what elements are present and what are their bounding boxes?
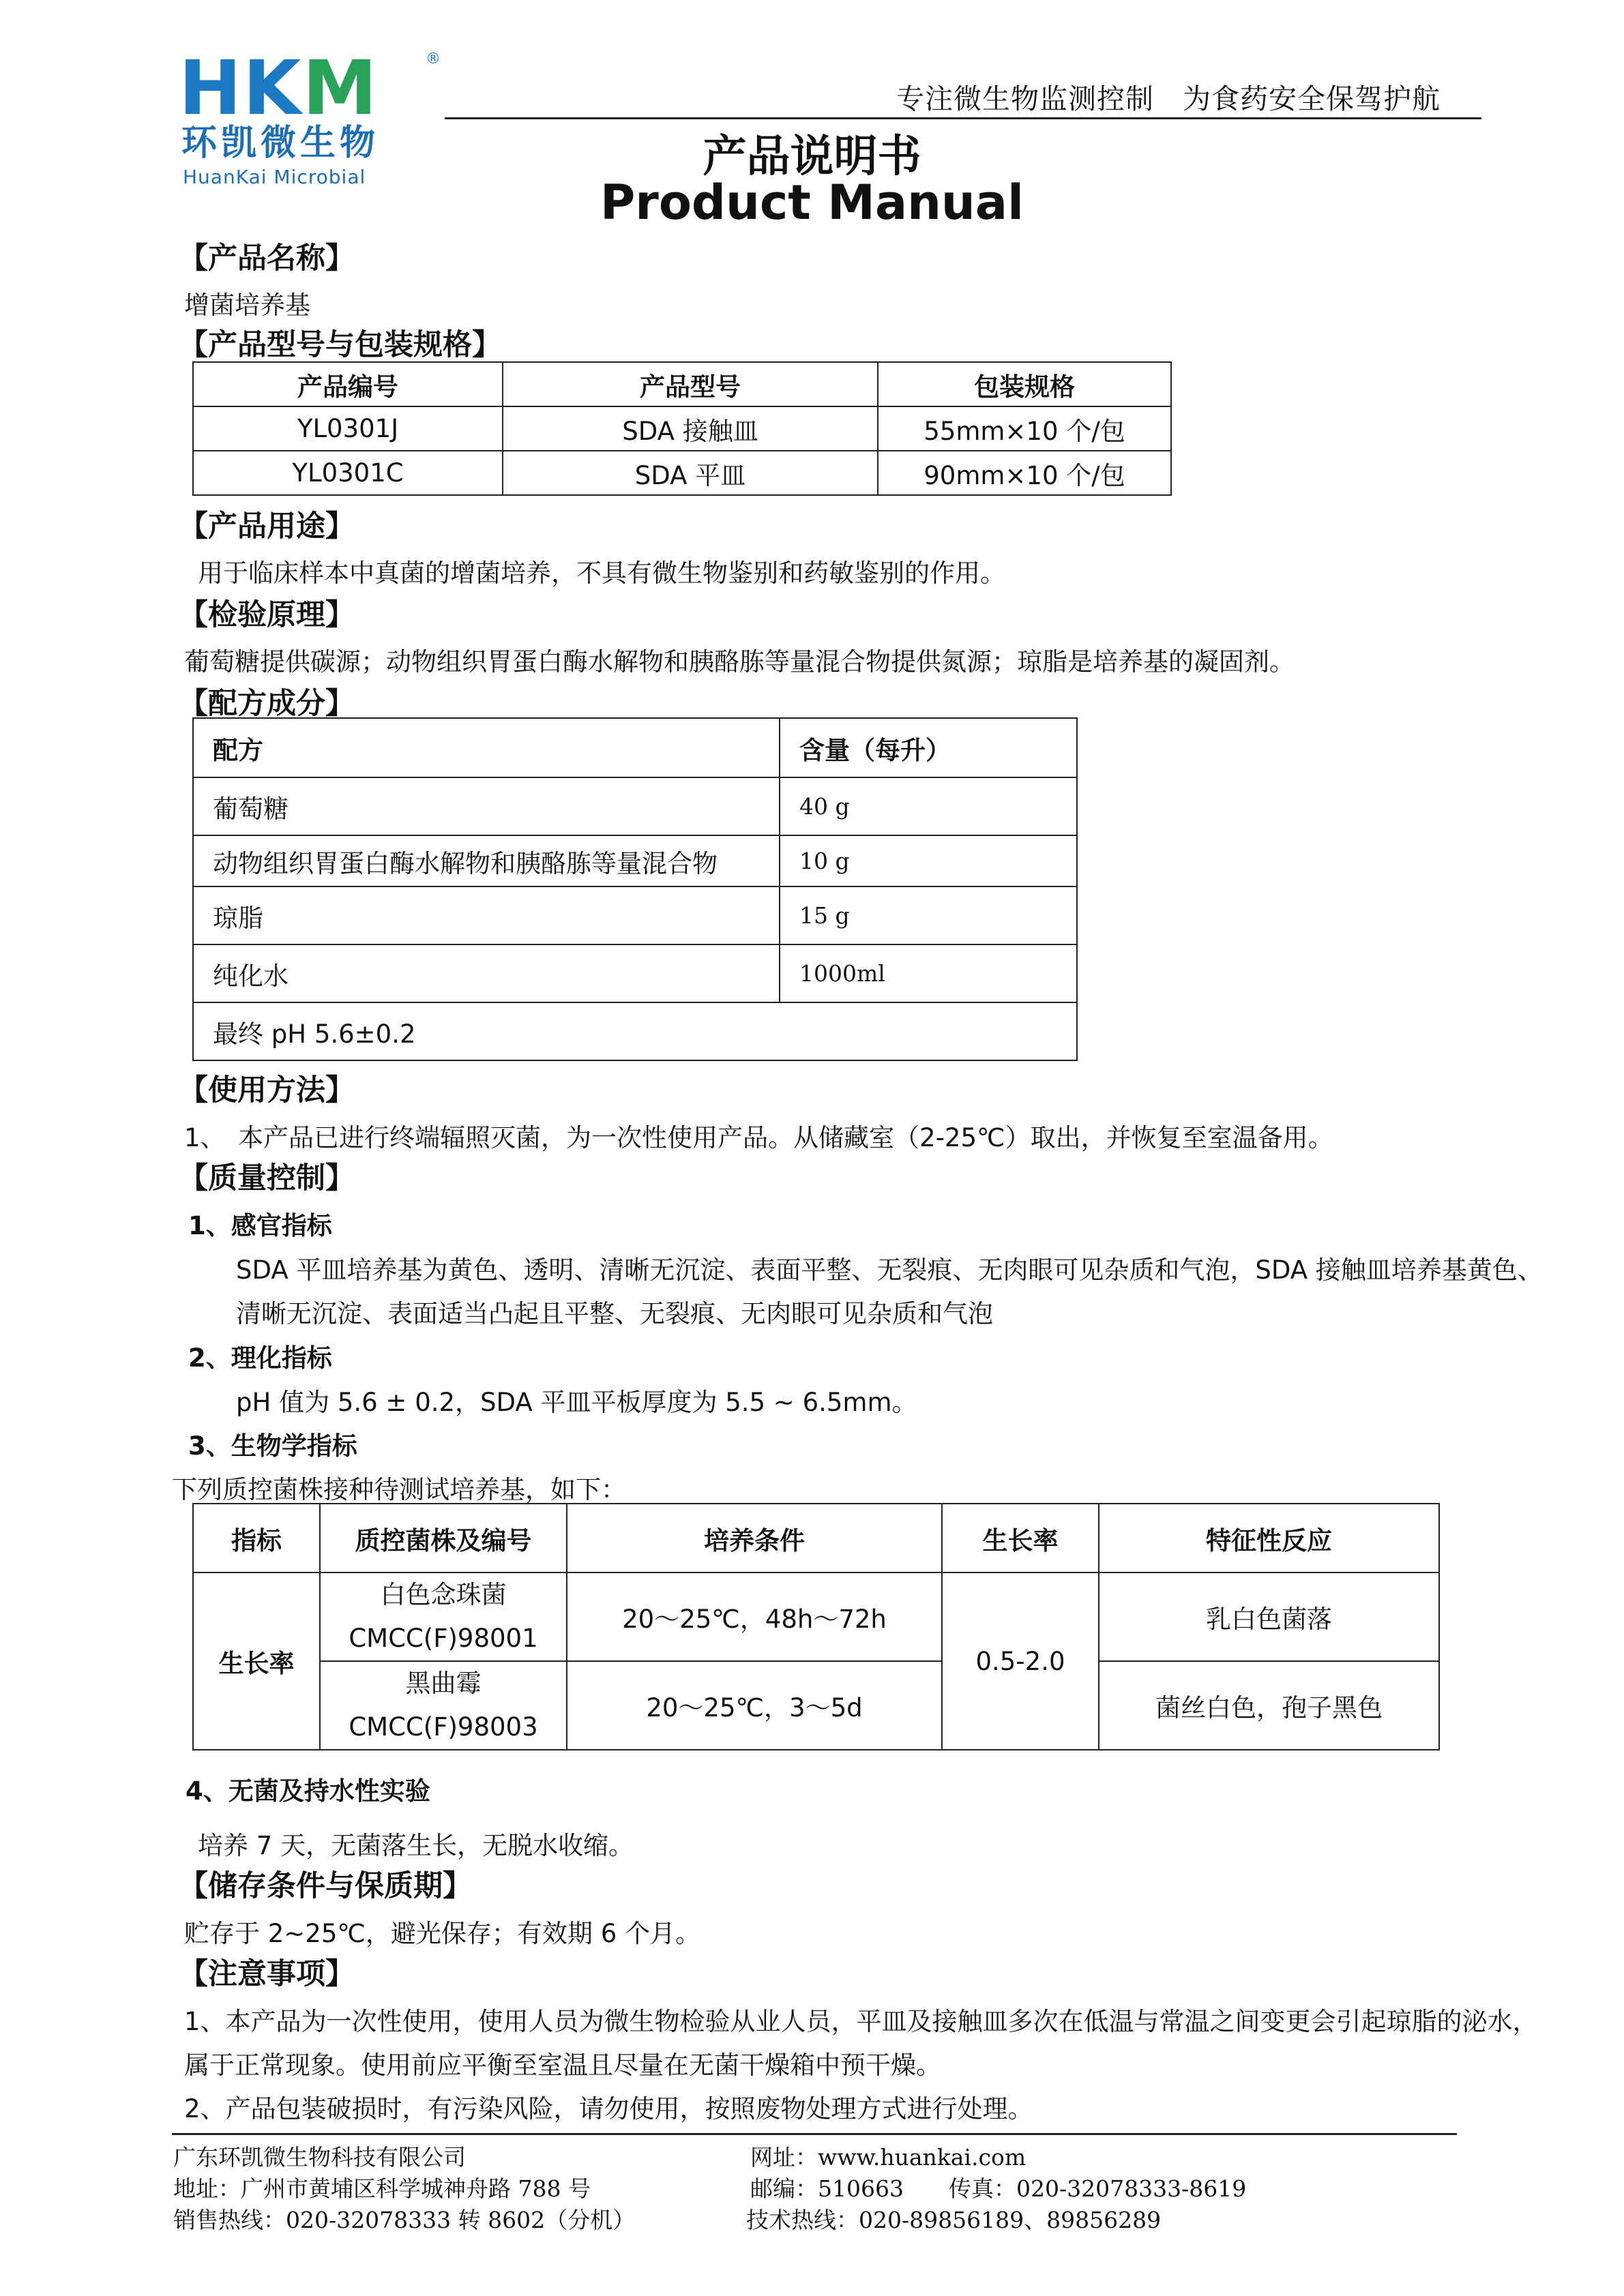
page-title-en: Product Manual <box>600 175 1024 230</box>
table-row <box>193 1002 1077 1060</box>
footer-postcode-fax: 邮编：510663 传真：020-32078333-8619 <box>750 2175 1247 2202</box>
qc1-heading: 1、感官指标 <box>188 1211 332 1240</box>
section-heading-qc: 【质量控制】 <box>179 1161 355 1195</box>
section-heading-method: 【使用方法】 <box>179 1073 355 1107</box>
qc1-line1: SDA 平皿培养基为黄色、透明、清晰无沉淀、表面平整、无裂痕、无肉眼可见杂质和气泡，SDA 接触皿培养基黄色、 <box>236 1255 1543 1285</box>
table-header-cell: 产品编号 <box>193 362 503 406</box>
section-heading-spec: 【产品型号与包装规格】 <box>179 328 501 362</box>
table-cell: 琼脂 <box>193 886 780 944</box>
logo-mark: HKM <box>179 44 379 132</box>
qc1-line2: 清晰无沉淀、表面适当凸起且平整、无裂痕、无肉眼可见杂质和气泡 <box>236 1299 993 1328</box>
notes-line2: 属于正常现象。使用前应平衡至室温且尽量在无菌干燥箱中预干燥。 <box>184 2051 941 2080</box>
table-row <box>193 406 1171 451</box>
storage-text: 贮存于 2~25℃，避光保存；有效期 6 个月。 <box>184 1919 700 1948</box>
footer-company: 广东环凯微生物科技有限公司 <box>173 2144 466 2171</box>
table-header-cell: 质控菌株及编号 <box>320 1504 567 1572</box>
qc3-intro: 下列质控菌株接种待测试培养基，如下： <box>172 1475 626 1504</box>
page-title-cn: 产品说明书 <box>703 132 921 182</box>
table-header-cell: 生长率 <box>942 1504 1099 1572</box>
table-cell: 动物组织胃蛋白酶水解物和胰酪胨等量混合物 <box>193 835 780 886</box>
table-header-row <box>193 718 1077 777</box>
table-row <box>193 777 1077 835</box>
footer-website: 网址：www.huankai.com <box>750 2144 1027 2171</box>
use-text: 用于临床样本中真菌的增菌培养，不具有微生物鉴别和药敏鉴别的作用。 <box>198 558 1005 588</box>
table-header-cell: 特征性反应 <box>1099 1504 1439 1572</box>
formula-table <box>192 717 1078 1061</box>
table-header-cell: 产品型号 <box>503 362 878 406</box>
table-cell: SDA 平皿 <box>503 451 878 495</box>
table-footer-cell: 最终 pH 5.6±0.2 <box>193 1002 1077 1060</box>
strain-cell <box>320 1572 567 1661</box>
table-cell: 1000ml <box>780 944 1077 1002</box>
notes-line1: 1、本产品为一次性使用，使用人员为微生物检验从业人员，平皿及接触皿多次在低温与常温之间变更会引起琼脂的泌水， <box>184 2007 1538 2036</box>
indicator-cell: 生长率 <box>193 1572 320 1750</box>
principle-text: 葡萄糖提供碳源；动物组织胃蛋白酶水解物和胰酪胨等量混合物提供氮源；琼脂是培养基的凝固剂。 <box>184 647 1295 676</box>
table-row <box>193 886 1077 944</box>
section-heading-use: 【产品用途】 <box>179 509 355 543</box>
strain-code: CMCC(F)98003 <box>349 1712 538 1742</box>
strain-code: CMCC(F)98001 <box>349 1624 538 1653</box>
section-heading-principle: 【检验原理】 <box>179 598 355 632</box>
table-cell: 葡萄糖 <box>193 777 780 835</box>
method-text: 1、 本产品已进行终端辐照灭菌，为一次性使用产品。从储藏室（2-25℃）取出，并恢复至室温备用。 <box>184 1123 1333 1152</box>
bio-indicator-table <box>192 1503 1440 1750</box>
footer-address: 地址：广州市黄埔区科学城神舟路 788 号 <box>173 2175 591 2202</box>
product-name: 增菌培养基 <box>184 290 310 320</box>
registered-mark: ® <box>426 50 441 68</box>
table-row <box>193 944 1077 1002</box>
table-header-cell: 含量（每升） <box>780 718 1077 777</box>
table-cell: SDA 接触皿 <box>503 406 878 451</box>
table-row <box>193 1661 1439 1750</box>
condition-cell: 20～25℃，48h～72h <box>567 1572 942 1661</box>
table-header-cell: 配方 <box>193 718 780 777</box>
slogan: 专注微生物监测控制 为食药安全保驾护航 <box>896 83 1441 115</box>
qc2-heading: 2、理化指标 <box>188 1343 332 1373</box>
logo-chinese-name: 环凯微生物 <box>181 123 380 164</box>
table-header-cell: 培养条件 <box>567 1504 942 1572</box>
footer-divider <box>172 2133 1457 2135</box>
footer-sales-hotline: 销售热线：020-32078333 转 8602（分机） <box>173 2207 636 2233</box>
table-cell: YL0301J <box>193 406 503 451</box>
reaction-cell: 菌丝白色，孢子黑色 <box>1099 1661 1439 1750</box>
table-cell: 90mm×10 个/包 <box>878 451 1171 495</box>
qc2-text: pH 值为 5.6 ± 0.2，SDA 平皿平板厚度为 5.5 ~ 6.5mm。 <box>236 1388 917 1417</box>
table-cell: YL0301C <box>193 451 503 495</box>
table-cell: 55mm×10 个/包 <box>878 406 1171 451</box>
qc3-heading: 3、生物学指标 <box>188 1431 357 1461</box>
table-header-cell: 包装规格 <box>878 362 1171 406</box>
section-heading-formula: 【配方成分】 <box>179 687 355 721</box>
header-divider <box>445 117 1481 119</box>
strain-cell <box>320 1661 567 1750</box>
table-header-cell: 指标 <box>193 1504 320 1572</box>
section-heading-storage: 【储存条件与保质期】 <box>179 1869 472 1903</box>
strain-name: 黑曲霉 <box>405 1669 482 1698</box>
logo-english-name: HuanKai Microbial <box>183 166 366 188</box>
strain-name: 白色念珠菌 <box>380 1580 507 1609</box>
footer-tech-hotline: 技术热线：020-89856189、89856289 <box>746 2207 1162 2233</box>
condition-cell: 20～25℃，3～5d <box>567 1661 942 1750</box>
rate-cell: 0.5-2.0 <box>942 1572 1099 1750</box>
table-cell: 40 g <box>780 777 1077 835</box>
table-cell: 10 g <box>780 835 1077 886</box>
table-cell: 纯化水 <box>193 944 780 1002</box>
qc4-text: 培养 7 天，无菌落生长，无脱水收缩。 <box>198 1831 634 1860</box>
reaction-cell: 乳白色菌落 <box>1099 1572 1439 1661</box>
section-heading-notes: 【注意事项】 <box>179 1957 355 1991</box>
section-heading-name: 【产品名称】 <box>179 241 355 275</box>
table-row <box>193 451 1171 495</box>
table-header-row <box>193 362 1171 406</box>
table-row <box>193 835 1077 886</box>
notes-line3: 2、产品包装破损时，有污染风险，请勿使用，按照废物处理方式进行处理。 <box>184 2094 1033 2123</box>
table-cell: 15 g <box>780 886 1077 944</box>
spec-table <box>192 361 1172 496</box>
table-row <box>193 1572 1439 1661</box>
qc4-heading: 4、无菌及持水性实验 <box>186 1776 430 1806</box>
table-header-row <box>193 1504 1439 1572</box>
